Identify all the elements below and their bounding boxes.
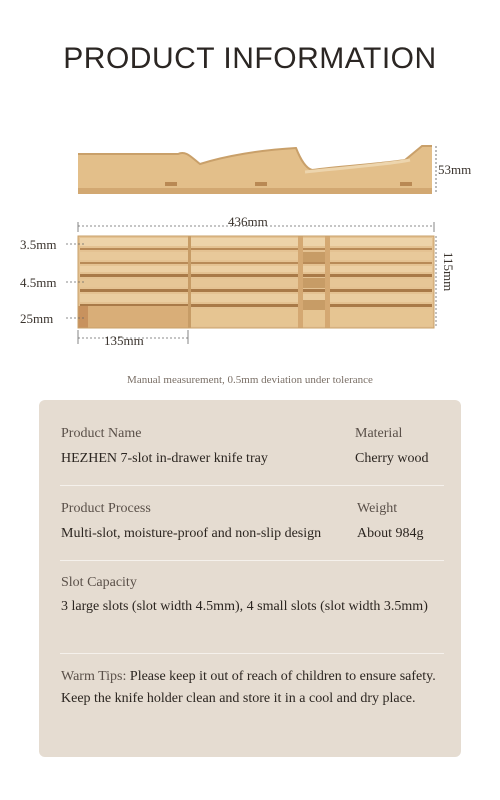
- process-value: Multi-slot, moisture-proof and non-slip design: [61, 526, 322, 541]
- capacity-value: 3 large slots (slot width 4.5mm), 4 small slots (slot width 3.5mm): [61, 599, 428, 614]
- material-label: Material: [355, 426, 403, 441]
- width-dimension: 135mm: [104, 333, 144, 348]
- process-label: Product Process: [61, 501, 151, 516]
- tray-top-view: [78, 236, 434, 328]
- height-dimension: 53mm: [438, 162, 472, 177]
- divider: [60, 485, 444, 486]
- capacity-label: Slot Capacity: [61, 575, 137, 590]
- warm-tips: [61, 666, 441, 710]
- tray-side-view: [78, 146, 432, 194]
- large-slot-dimension: 4.5mm: [20, 275, 57, 290]
- length-dimension: 436mm: [228, 214, 268, 229]
- page-title: PRODUCT INFORMATION: [63, 42, 437, 75]
- tips-value: Please keep it out of reach of children to ensure safety. Keep the knife holder clean and store it in a cool and dry place.: [61, 669, 436, 706]
- product-details-card: [39, 400, 461, 757]
- weight-label: Weight: [357, 501, 398, 516]
- product-name-value: HEZHEN 7-slot in-drawer knife tray: [61, 451, 268, 466]
- weight-value: About 984g: [357, 526, 424, 541]
- product-name-label: Product Name: [61, 426, 142, 441]
- tips-label: Warm Tips:: [61, 669, 127, 684]
- knife-tray-illustration: [0, 0, 500, 370]
- material-value: Cherry wood: [355, 451, 429, 466]
- small-slot-dimension: 3.5mm: [20, 237, 57, 252]
- divider: [60, 653, 444, 654]
- depth-dimension: 115mm: [441, 252, 456, 292]
- base-dimension: 25mm: [20, 311, 54, 326]
- measurement-note: Manual measurement, 0.5mm deviation under tolerance: [127, 374, 373, 386]
- divider: [60, 560, 444, 561]
